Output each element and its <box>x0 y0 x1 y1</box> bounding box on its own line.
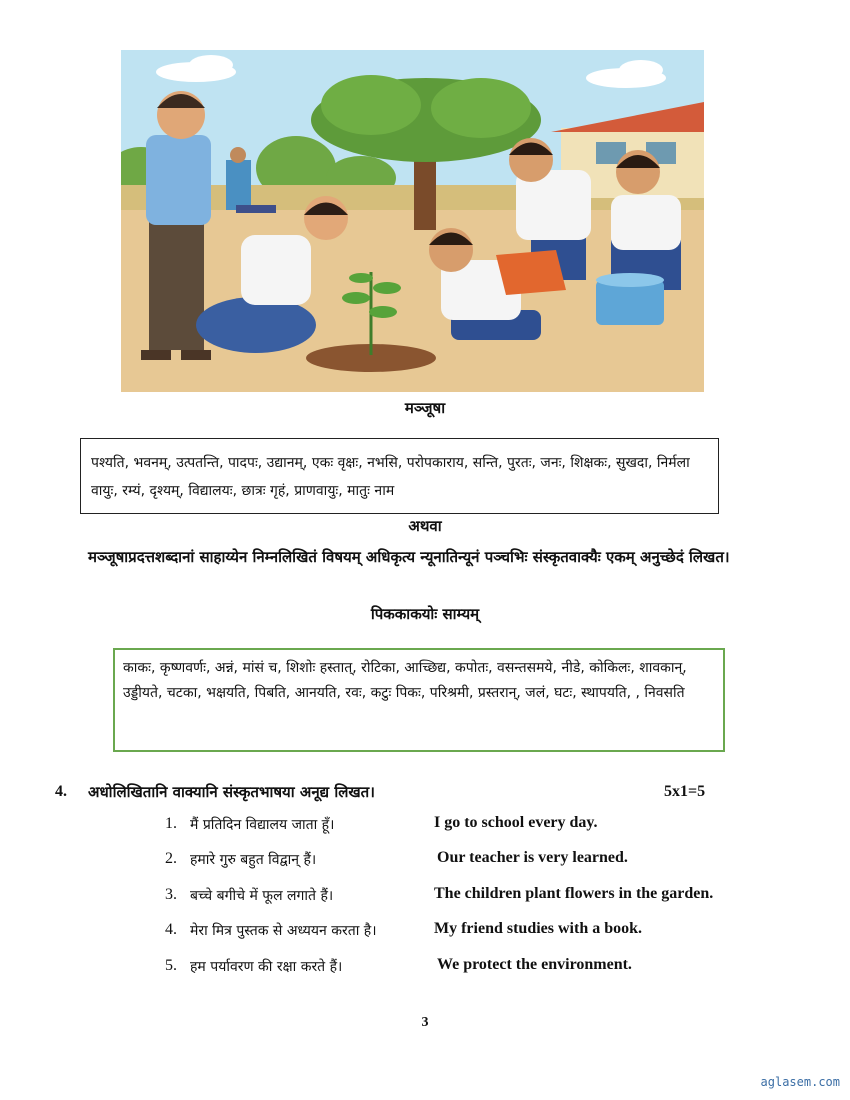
question-marks: 5x1=5 <box>664 783 706 800</box>
manjusha-word-box <box>80 438 719 514</box>
question-text: अधोलिखितानि वाक्यानि संस्कृतभाषया अनूद्य लिखत। <box>88 783 375 801</box>
manjusha2-words: काकः, कृष्णवर्णः, अन्नं, मांसं च, शिशोः हस्तात्, रोटिका, आच्छिद्य, कपोतः, वसन्तसमये, नीडे, कोकिलः, शावकान्, उड्डीयते, चटका, भक्षयति, पिबति, आनयति, रवः, कटुः पिकः, परिश्रमी, प्रस्तरान्, जलं, घटः, स्थापयति, , निवसति <box>123 660 687 701</box>
manjusha2-word-box <box>113 648 725 752</box>
tree-planting-illustration <box>121 50 704 392</box>
item-english: I go to school every day. <box>434 814 598 831</box>
essay-instruction: मञ्जूषाप्रदत्तशब्दानां साहाय्येन निम्नलिखितं विषयम् अधिकृत्य न्यूनातिन्यूनं पञ्चभिः संस्कृतवाक्यैः एकम् अनुच्छेदं लिखत। <box>88 548 730 566</box>
item-hindi: हम पर्यावरण की रक्षा करते हैं। <box>190 959 343 975</box>
manjusha-words: पश्यति, भवनम्, उत्पतन्ति, पादपः, उद्यानम्, एकः वृक्षः, नभसि, परोपकाराय, सन्ति, पुरतः, जनः, शिक्षकः, सुखदा, निर्मला वायुः, रम्यं, दृश्यम्, विद्यालयः, छात्रः गृहं, प्राणवायुः, मातुः नाम <box>91 455 690 499</box>
watermark-link[interactable]: aglasem.com <box>760 1075 840 1089</box>
item-number: 3. <box>165 886 177 903</box>
or-divider: अथवा <box>408 517 442 535</box>
item-hindi: हमारे गुरु बहुत विद्वान् हैं। <box>190 852 317 868</box>
item-number: 1. <box>165 815 177 832</box>
item-hindi: मैं प्रतिदिन विद्यालय जाता हूँ। <box>190 817 335 833</box>
page-number: 3 <box>421 1015 429 1030</box>
item-number: 5. <box>165 957 177 974</box>
item-english: We protect the environment. <box>437 956 632 973</box>
item-english: The children plant flowers in the garden. <box>434 885 714 902</box>
item-english: My friend studies with a book. <box>434 920 643 937</box>
manjusha-title: मञ्जूषा <box>404 399 446 417</box>
question-number: 4. <box>55 783 67 800</box>
item-hindi: मेरा मित्र पुस्तक से अध्ययन करता है। <box>190 923 377 939</box>
item-number: 2. <box>165 850 177 867</box>
item-english: Our teacher is very learned. <box>437 849 628 866</box>
item-number: 4. <box>165 921 177 938</box>
item-hindi: बच्चे बगीचे में फूल लगाते हैं। <box>190 888 334 904</box>
essay-topic: पिककाकयोः साम्यम् <box>370 605 480 623</box>
